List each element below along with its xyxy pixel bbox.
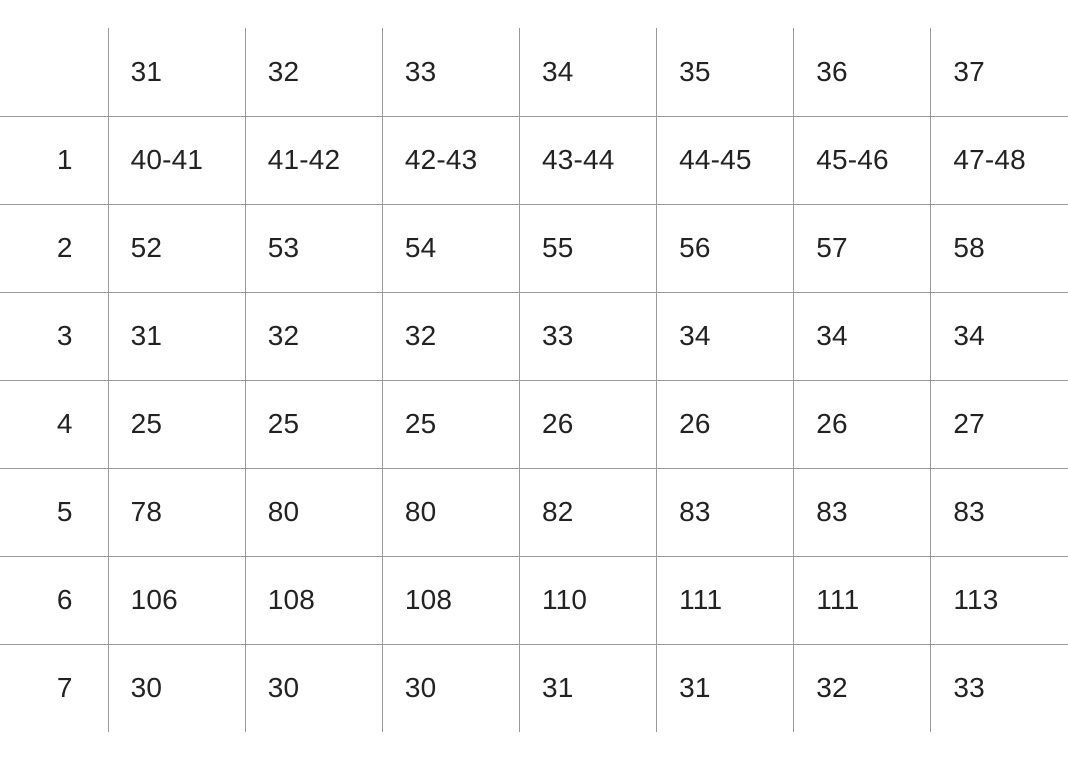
table-cell: 25: [245, 380, 382, 468]
column-header: 35: [657, 28, 794, 116]
row-header: 4: [0, 380, 108, 468]
table-cell: 30: [245, 644, 382, 732]
table-cell: 43-44: [519, 116, 656, 204]
table-cell: 30: [108, 644, 245, 732]
table-row: [0, 292, 1068, 380]
table-cell: 83: [794, 468, 931, 556]
table-cell: 78: [108, 468, 245, 556]
table-cell: 26: [519, 380, 656, 468]
table-cell: 34: [657, 292, 794, 380]
table-cell: 32: [245, 292, 382, 380]
row-header: 3: [0, 292, 108, 380]
table-cell: 57: [794, 204, 931, 292]
table-cell: 80: [382, 468, 519, 556]
table-cell: 32: [382, 292, 519, 380]
table-cell: 40-41: [108, 116, 245, 204]
table-cell: 25: [382, 380, 519, 468]
table-cell: 31: [108, 292, 245, 380]
table-cell: 106: [108, 556, 245, 644]
table-row: [0, 116, 1068, 204]
table-corner-stub: [0, 28, 108, 116]
table-cell: 34: [931, 292, 1068, 380]
table-cell: 31: [657, 644, 794, 732]
table-cell: 31: [519, 644, 656, 732]
table-cell: 44-45: [657, 116, 794, 204]
table-row: [0, 468, 1068, 556]
table-cell: 25: [108, 380, 245, 468]
table-row: [0, 380, 1068, 468]
table-cell: 108: [245, 556, 382, 644]
table-cell: 55: [519, 204, 656, 292]
table-cell: 45-46: [794, 116, 931, 204]
table-row: [0, 556, 1068, 644]
table-cell: 110: [519, 556, 656, 644]
row-header: 5: [0, 468, 108, 556]
table-cell: 108: [382, 556, 519, 644]
column-header: 34: [519, 28, 656, 116]
table-cell: 111: [657, 556, 794, 644]
table-cell: 26: [657, 380, 794, 468]
table-cell: 83: [931, 468, 1068, 556]
table-row: [0, 204, 1068, 292]
table-cell: 80: [245, 468, 382, 556]
size-chart-table: [0, 28, 1068, 732]
table-cell: 52: [108, 204, 245, 292]
table-cell: 30: [382, 644, 519, 732]
table-cell: 41-42: [245, 116, 382, 204]
row-header: 7: [0, 644, 108, 732]
table-cell: 33: [953, 672, 985, 704]
column-header: 36: [794, 28, 931, 116]
table-cell: 33: [519, 292, 656, 380]
table-cell: 27: [931, 380, 1068, 468]
column-header: 31: [108, 28, 245, 116]
table-header-row: [0, 28, 1068, 116]
row-header: 2: [0, 204, 108, 292]
table-cell: 34: [794, 292, 931, 380]
table-cell: 82: [519, 468, 656, 556]
row-header: 1: [0, 116, 108, 204]
row-header: 6: [0, 556, 108, 644]
table-cell: 54: [382, 204, 519, 292]
table-cell: 83: [657, 468, 794, 556]
table-cell: 56: [657, 204, 794, 292]
table-cell: 26: [794, 380, 931, 468]
table-row: [0, 644, 1068, 732]
table-cell: 53: [245, 204, 382, 292]
table-cell: 111: [794, 556, 931, 644]
table-cell: 42-43: [382, 116, 519, 204]
table-cell: 113: [931, 556, 1068, 644]
column-header: 33: [382, 28, 519, 116]
table-cell: 47-48: [931, 116, 1068, 204]
table-cell: 32: [794, 644, 931, 732]
column-header: 32: [245, 28, 382, 116]
column-header: 37: [931, 28, 1068, 116]
table-cell: 58: [931, 204, 1068, 292]
